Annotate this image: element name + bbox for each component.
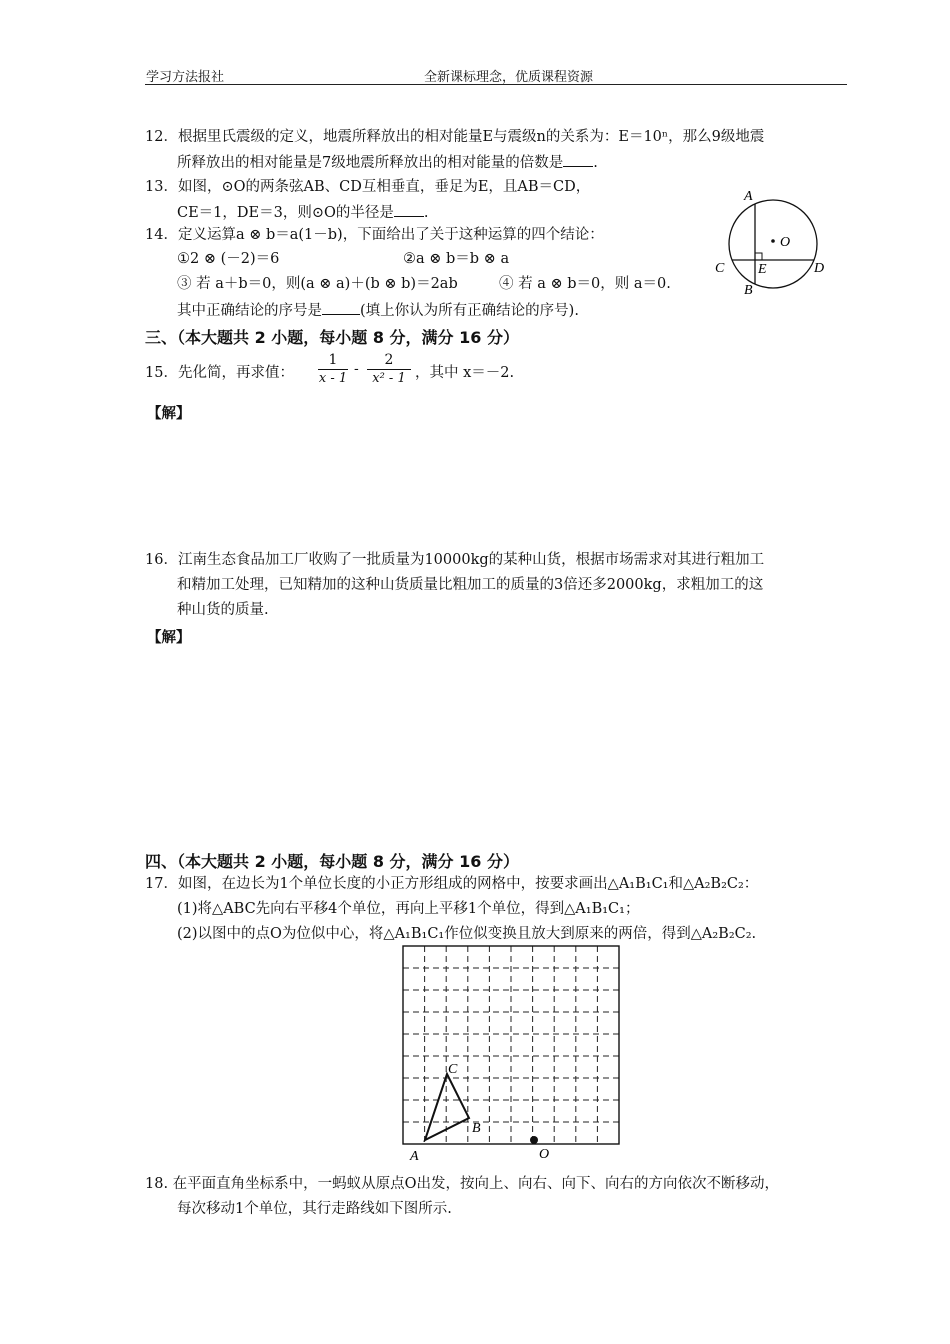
grid-lines [403,946,619,1144]
q12-line2 [177,152,598,173]
right-angle-mark [755,253,762,260]
q15-prefix: 15．先化简，再求值： [145,365,294,381]
q12-line2-end: . [593,155,598,171]
q16-line2: 和精加工处理，已知精加的这种山货质量比粗加工的质量的3倍还多2000kg，求粗加工的这 [177,577,764,593]
circle-o [729,200,817,288]
q17-line1: 17．如图，在边长为1个单位长度的小正方形组成的网格中，按要求画出△A₁B₁C₁和△A₂B₂C₂： [145,876,759,892]
q13-answer-blank[interactable] [394,202,424,217]
q12-answer-blank[interactable] [563,152,593,167]
q14-conclusion-2: ②a ⊗ b＝b ⊗ a [403,251,510,267]
q14-conclusion-4: ④ 若 a ⊗ b＝0，则 a＝0. [499,276,671,292]
header-center: 全新课标理念，优质课程资源 [424,70,594,85]
q14-last-text: 其中正确结论的序号是 [177,303,322,319]
q15-minus: - [354,361,359,377]
grid-border [403,946,619,1144]
q15-den1: x - 1 [318,371,348,386]
q15-num2: 2 [384,352,394,368]
label-grid-o: O [539,1147,550,1162]
header-rule [145,84,847,85]
label-grid-b: B [472,1121,481,1136]
point-o [530,1136,538,1144]
q16-solution-label: 【解】 [147,629,191,646]
q14-conclusion-3: ③ 若 a＋b＝0，则(a ⊗ a)＋(b ⊗ b)＝2ab [177,276,458,292]
q15-frac2 [367,352,411,386]
q14-line1: 14．定义运算a ⊗ b＝a(1－b)，下面给出了关于这种运算的四个结论： [145,227,604,243]
q15-num1: 1 [328,352,338,368]
q12-line1: 12．根据里氏震级的定义，地震所释放出的相对能量E与震级n的关系为：E＝10ⁿ，那么9级地震 [145,129,765,145]
circle-figure [710,180,835,300]
q15-solution-label: 【解】 [147,405,191,422]
label-c: C [715,261,725,276]
label-a: A [744,189,753,204]
q14-last-end: (填上你认为所有正确结论的序号). [360,303,579,319]
q13-line2 [177,202,429,223]
q13-line2-text: CE＝1，DE＝3，则⊙O的半径是 [177,205,394,221]
grid-figure [398,940,628,1166]
label-b: B [744,283,753,298]
section-4-title: 四、（本大题共 2 小题，每小题 8 分，满分 16 分） [145,852,519,871]
q18-line2: 每次移动1个单位，其行走路线如下图所示. [177,1201,452,1217]
label-grid-c: C [448,1062,458,1077]
label-e: E [758,262,767,277]
q15-suffix: ，其中 x＝－2. [415,365,515,381]
q13-line1: 13．如图，⊙O的两条弦AB、CD互相垂直，垂足为E，且AB＝CD， [145,179,591,195]
label-grid-a: A [410,1149,419,1164]
q14-line-last [177,300,579,321]
q16-line1: 16．江南生态食品加工厂收购了一批质量为10000kg的某种山货，根据市场需求对其进行粗加工 [145,552,765,568]
q15-frac1 [318,352,348,386]
q17-line3: (2)以图中的点O为位似中心，将△A₁B₁C₁作位似变换且放大到原来的两倍，得到△A₂B₂C₂. [177,926,757,942]
label-o: O [780,235,791,250]
q16-line3: 种山货的质量. [177,602,269,618]
q18-line1: 18. 在平面直角坐标系中，一蚂蚁从原点O出发，按向上、向右、向下、向右的方向依次不断移动， [145,1176,780,1192]
q14-answer-blank[interactable] [322,300,360,315]
triangle-abc [425,1074,469,1140]
q17-line2: (1)将△ABC先向右平移4个单位，再向上平移1个单位，得到△A₁B₁C₁； [177,901,640,917]
q14-conclusion-1: ①2 ⊗ (－2)＝6 [177,251,280,267]
section-3-title: 三、（本大题共 2 小题，每小题 8 分，满分 16 分） [145,328,519,347]
q13-line2-end: . [423,205,429,221]
q15-den2: x² - 1 [367,369,411,386]
q12-line2-text: 所释放出的相对能量是7级地震所释放出的相对能量的倍数是 [177,155,564,171]
label-d: D [814,261,825,276]
header-left: 学习方法报社 [146,70,225,85]
center-dot [771,239,775,243]
